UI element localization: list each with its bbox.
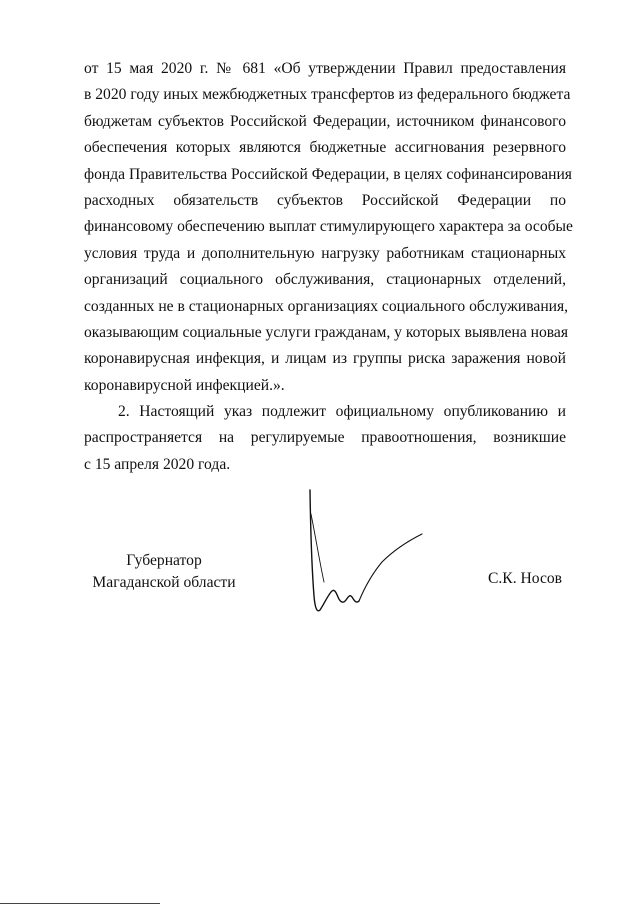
text-line: условия труда и дополнительную нагрузку работникам стационарных bbox=[84, 244, 566, 262]
text-line: организаций социального обслуживания, стационарных отделений, bbox=[84, 271, 566, 289]
text-line: от 15 мая 2020 г. № 681 «Об утверждении Правил предоставления bbox=[84, 60, 566, 77]
text-line: фонда Правительства Российской Федерации, в целях софинансирования bbox=[84, 165, 572, 183]
signatory-title bbox=[84, 550, 244, 594]
text-line: финансовому обеспечению выплат стимулирующего характера за особые bbox=[84, 218, 573, 236]
paragraph-2-first-line: 2. Настоящий указ подлежит официальному опубликованию и bbox=[118, 403, 566, 421]
handwritten-signature bbox=[298, 484, 438, 634]
text-line: оказывающим социальные услуги гражданам, у которых выявлена новая bbox=[84, 323, 569, 341]
text-line: созданных не в стационарных организациях социального обслуживания, bbox=[84, 297, 569, 315]
text-line: коронавирусная инфекция, и лицам из группы риска заражения новой bbox=[84, 350, 566, 368]
text-line: расходных обязательств субъектов Российской Федерации по bbox=[84, 191, 566, 209]
text-line: обеспечения которых являются бюджетные ассигнования резервного bbox=[84, 139, 566, 157]
signatory-title-line-1: Губернатор bbox=[126, 552, 202, 569]
footer-divider bbox=[0, 903, 160, 904]
signatory-title-line-2: Магаданской области bbox=[92, 574, 236, 591]
text-line: бюджетам субъектов Российской Федерации, источником финансового bbox=[84, 112, 566, 130]
text-line: с 15 апреля 2020 года. bbox=[84, 455, 231, 473]
text-line: в 2020 году иных межбюджетных трансфертов из федерального бюджета bbox=[84, 86, 571, 104]
signatory-name: С.К. Носов bbox=[488, 570, 563, 587]
text-line: распространяется на регулируемые правоотношения, возникшие bbox=[84, 429, 566, 447]
text-line: коронавирусной инфекцией.». bbox=[84, 376, 285, 394]
